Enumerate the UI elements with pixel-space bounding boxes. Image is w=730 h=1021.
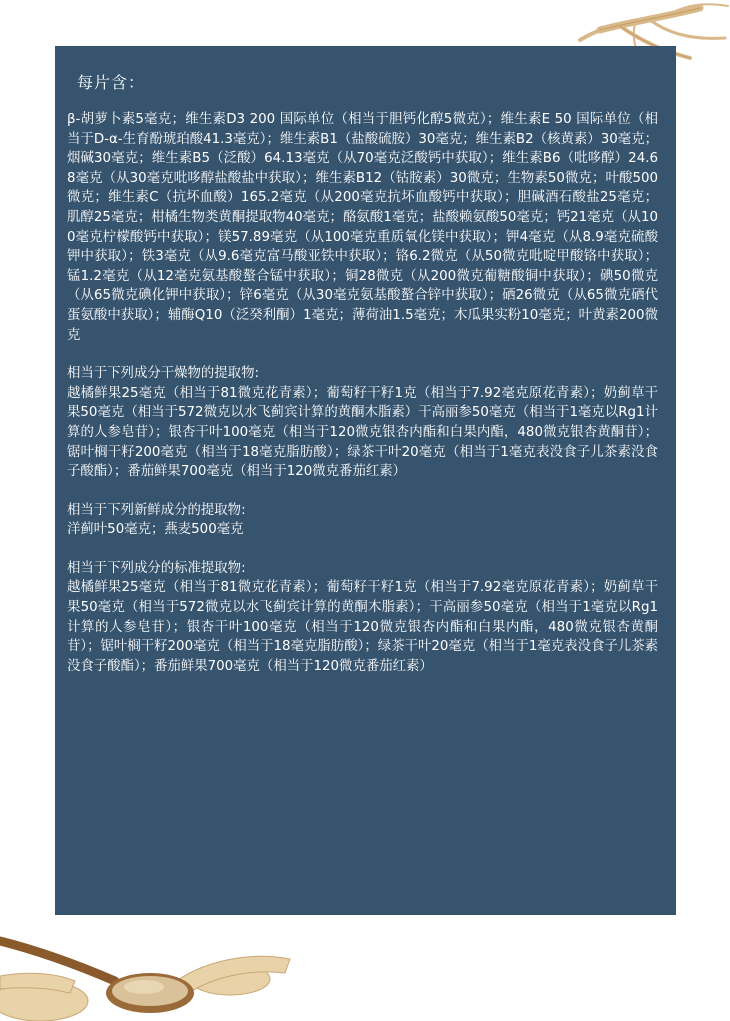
fresh-extract-title: 相当于下列新鲜成分的提取物:	[67, 502, 246, 518]
dry-extract-title: 相当于下列成分干燥物的提取物:	[67, 366, 259, 382]
ingredient-list: β-胡萝卜素5毫克；维生素D3 200 国际单位（相当于胆钙化醇5微克）；维生素E 50 国际单位（相当于D-α-生育酚琥珀酸41.3毫克）；维生素B1（盐酸硫胺）30毫克；维生素B2（核黄素）30毫克；烟碱30毫克；维生素B5（泛酸）64.13毫克（从70毫克泛酸钙中获取）；维生素B6（吡哆醇）24.68毫克（从30毫克吡哆醇盐酸盐中获取）；维生素B12（钴胺素）30微克；生物素50微克；叶酸500微克；维生素C（抗坏血酸）165.2毫克（从200毫克抗坏血酸钙中获取）；胆碱酒石酸盐25毫克；肌醇25毫克；柑橘生物类黄酮提取物40毫克；酪氨酸1毫克；盐酸赖氨酸50毫克；钙21毫克（从100毫克柠檬酸钙中获取）；镁57.89毫克（从100毫克重质氧化镁中获取）；钾4毫克（从8.9毫克硫酸钾中获取）；铁3毫克（从9.6毫克富马酸亚铁中获取）；铬6.2微克（从50微克吡啶甲酸铬中获取）；锰1.2毫克（从12毫克氨基酸螯合锰中获取）；铜28微克（从200微克葡糖酸铜中获取）；碘50微克（从65微克碘化钾中获取）；锌6毫克（从30毫克氨基酸螯合锌中获取）；硒26微克（从65微克硒代蛋氨酸中获取）；辅酶Q10（泛癸利酮）1毫克；薄荷油1.5毫克；木瓜果实粉10毫克；叶黄素200微克	[67, 112, 658, 343]
standard-extract-section	[67, 559, 658, 677]
fresh-extract-section	[67, 501, 658, 540]
per-tablet-heading: 每片含：	[77, 73, 146, 92]
dry-extract-body: 越橘鲜果25毫克（相当于81微克花青素）；葡萄籽干籽1克（相当于7.92毫克原花青素）；奶蓟草干果50毫克（相当于572微克以水飞蓟宾计算的黄酮木脂素）干高丽参50毫克（相当于1毫克以Rg1计算的人参皂苷）；银杏干叶100毫克（相当于120微克银杏内酯和白果内酯，480微克银杏黄酮苷）；锯叶榈干籽200毫克（相当于18毫克脂肪酸）；绿茶干叶20毫克（相当于1毫克表没食子儿茶素没食子酸酯）；番茄鲜果700毫克（相当于120微克番茄红素）	[67, 385, 658, 480]
standard-extract-body: 越橘鲜果25毫克（相当于81微克花青素）；葡萄籽干籽1克（相当于7.92毫克原花青素）；奶蓟草干果50毫克（相当于572微克以水飞蓟宾计算的黄酮木脂素）；干高丽参50毫克（相当于1毫克以Rg1计算的人参皂苷）；银杏干叶100毫克（相当于120微克银杏内酯和白果内酯，480微克银杏黄酮苷）；锯叶榈干籽200毫克（相当于18毫克脂肪酸）；绿茶干叶20毫克（相当于1毫克表没食子儿茶素没食子酸酯）；番茄鲜果700毫克（相当于120微克番茄红素）	[67, 580, 658, 674]
standard-extract-title: 相当于下列成分的标准提取物:	[67, 560, 246, 576]
dry-extract-section	[67, 364, 658, 482]
fresh-extract-body: 洋蓟叶50毫克；燕麦500毫克	[67, 522, 244, 538]
ingredient-panel	[55, 46, 676, 915]
